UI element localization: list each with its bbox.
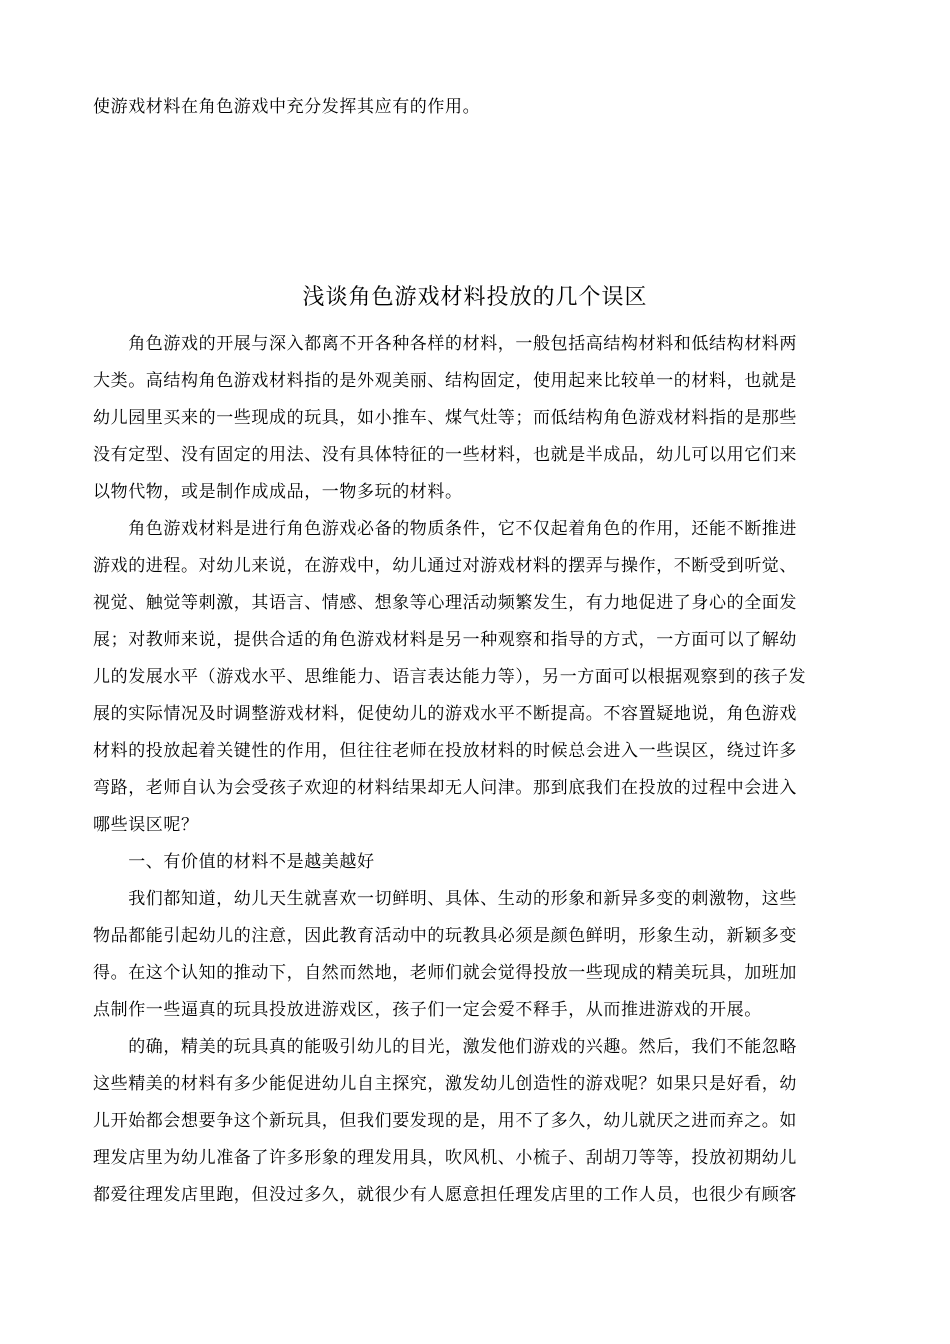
text-line: 哪些误区呢？ [93,815,199,835]
text-line: 物品都能引起幼儿的注意，因此教育活动中的玩教具必须是颜色鲜明，形象生动，新颖多变 [93,926,797,946]
text-line: 理发店里为幼儿准备了许多形象的理发用具，吹风机、小梳子、刮胡刀等等，投放初期幼儿 [93,1148,797,1168]
text-line: 大类。高结构角色游戏材料指的是外观美丽、结构固定，使用起来比较单一的材料，也就是 [93,371,797,391]
text-line: 的确，精美的玩具真的能吸引幼儿的目光，激发他们游戏的兴趣。然后，我们不能忽略 [93,1037,797,1057]
text-line: 幼儿园里买来的一些现成的玩具，如小推车、煤气灶等；而低结构角色游戏材料指的是那些 [93,408,797,428]
text-line: 以物代物，或是制作成成品，一物多玩的材料。 [93,482,463,502]
text-line: 儿的发展水平（游戏水平、思维能力、语言表达能力等），另一方面可以根据观察到的孩子发 [93,667,807,687]
text-line: 这些精美的材料有多少能促进幼儿自主探究，激发幼儿创造性的游戏呢？如果只是好看，幼 [93,1074,797,1094]
section-heading: 一、有价值的材料不是越美越好 [93,852,375,872]
text-line: 角色游戏的开展与深入都离不开各种各样的材料，一般包括高结构材料和低结构材料两 [93,334,797,354]
text-line: 儿开始都会想要争这个新玩具，但我们要发现的是，用不了多久，幼儿就厌之进而弃之。如 [93,1111,797,1131]
text-line: 游戏的进程。对幼儿来说，在游戏中，幼儿通过对游戏材料的摆弄与操作，不断受到听觉、 [93,556,797,576]
text-line: 展；对教师来说，提供合适的角色游戏材料是另一种观察和指导的方式，一方面可以了解幼 [93,630,797,650]
text-line: 弯路，老师自认为会受孩子欢迎的材料结果却无人问津。那到底我们在投放的过程中会进入 [93,778,797,798]
text-line: 角色游戏材料是进行角色游戏必备的物质条件，它不仅起着角色的作用，还能不断推进 [93,519,797,539]
lead-line: 使游戏材料在角色游戏中充分发挥其应有的作用。 [93,97,481,117]
text-line: 我们都知道，幼儿天生就喜欢一切鲜明、具体、生动的形象和新异多变的刺激物，这些 [93,889,797,909]
text-line: 得。在这个认知的推动下，自然而然地，老师们就会觉得投放一些现成的精美玩具，加班加 [93,963,797,983]
text-line: 视觉、触觉等刺激，其语言、情感、想象等心理活动频繁发生，有力地促进了身心的全面发 [93,593,797,613]
text-line: 材料的投放起着关键性的作用，但往往老师在投放材料的时候总会进入一些误区，绕过许多 [93,741,797,761]
text-line: 没有定型、没有固定的用法、没有具体特征的一些材料，也就是半成品，幼儿可以用它们来 [93,445,797,465]
text-line: 点制作一些逼真的玩具投放进游戏区，孩子们一定会爱不释手，从而推进游戏的开展。 [93,1000,762,1020]
text-line: 展的实际情况及时调整游戏材料，促使幼儿的游戏水平不断提高。不容置疑地说，角色游戏 [93,704,797,724]
text-line: 都爱往理发店里跑，但没过多久，就很少有人愿意担任理发店里的工作人员，也很少有顾客 [93,1185,797,1205]
article-title: 浅谈角色游戏材料投放的几个误区 [302,285,648,310]
